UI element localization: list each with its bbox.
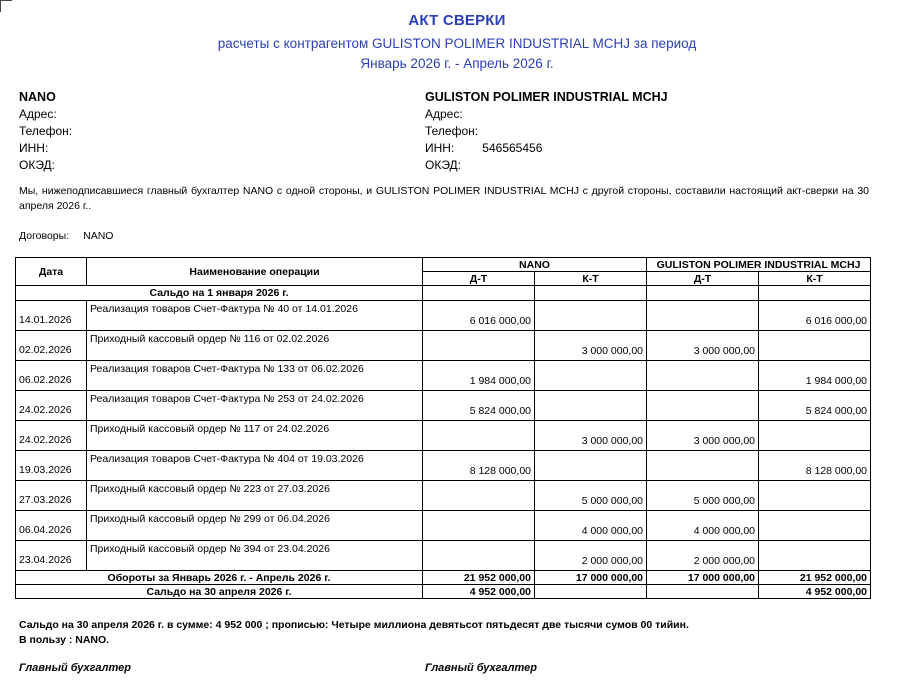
row-date: 06.02.2026 [16, 361, 87, 391]
row-description: Приходный кассовый ордер № 117 от 24.02.2026 [87, 421, 423, 451]
party-right-inn-value: 546565456 [482, 141, 543, 155]
party-left-phone: Телефон: [19, 124, 73, 138]
row-left-dt: 6 016 000,00 [423, 301, 535, 331]
summary-line-amount: Сальдо на 30 апреля 2026 г. в сумме: 4 952 000 ; прописью: Четыре миллиона девятьсот пятьдесят две тысячи сумов 00 тийин. [19, 619, 689, 631]
row-right-kt: 6 016 000,00 [759, 301, 871, 331]
row-date: 06.04.2026 [16, 511, 87, 541]
left-dt-header: Д-Т [423, 272, 535, 286]
row-left-kt [535, 391, 647, 421]
row-right-kt [759, 421, 871, 451]
closing-left-kt [535, 585, 647, 599]
signature-left: Главный бухгалтер [19, 662, 131, 674]
row-right-dt: 3 000 000,00 [647, 331, 759, 361]
row-description: Приходный кассовый ордер № 223 от 27.03.2026 [87, 481, 423, 511]
group-left-header: NANO [423, 258, 647, 272]
party-left-inn [19, 140, 76, 157]
table-row [16, 481, 871, 511]
row-description: Приходный кассовый ордер № 394 от 23.04.2026 [87, 541, 423, 571]
party-right-phone: Телефон: [425, 124, 479, 138]
table-row [16, 541, 871, 571]
page-corner-mark [0, 0, 12, 12]
row-left-dt: 5 824 000,00 [423, 391, 535, 421]
row-date: 27.03.2026 [16, 481, 87, 511]
row-left-dt: 1 984 000,00 [423, 361, 535, 391]
row-date: 14.01.2026 [16, 301, 87, 331]
row-description: Приходный кассовый ордер № 116 от 02.02.2026 [87, 331, 423, 361]
row-description: Реализация товаров Счет-Фактура № 253 от 24.02.2026 [87, 391, 423, 421]
party-right-inn [425, 140, 668, 157]
party-left-name: NANO [19, 90, 56, 104]
row-right-dt [647, 361, 759, 391]
closing-right-kt: 4 952 000,00 [759, 585, 871, 599]
party-right-okad: ОКЭД: [425, 158, 462, 172]
turnover-totals-row [16, 571, 871, 585]
opening-balance-row [16, 286, 871, 301]
row-left-kt: 2 000 000,00 [535, 541, 647, 571]
party-right-inn-label: ИНН: [425, 141, 455, 155]
group-right-header: GULISTON POLIMER INDUSTRIAL MCHJ [647, 258, 871, 272]
row-right-dt: 3 000 000,00 [647, 421, 759, 451]
row-left-dt [423, 421, 535, 451]
party-left-okad: ОКЭД: [19, 158, 56, 172]
row-right-kt: 1 984 000,00 [759, 361, 871, 391]
table-row [16, 331, 871, 361]
document-period: Январь 2026 г. - Апрель 2026 г. [360, 56, 554, 71]
row-date: 19.03.2026 [16, 451, 87, 481]
closing-balance-label: Сальдо на 30 апреля 2026 г. [16, 585, 423, 599]
col-operation-header: Наименование операции [87, 258, 423, 286]
row-left-kt: 3 000 000,00 [535, 331, 647, 361]
row-right-dt: 2 000 000,00 [647, 541, 759, 571]
contracts-value: NANO [83, 230, 114, 242]
closing-left-dt: 4 952 000,00 [423, 585, 535, 599]
row-left-dt [423, 331, 535, 361]
party-right-name: GULISTON POLIMER INDUSTRIAL MCHJ [425, 90, 668, 104]
table-row [16, 391, 871, 421]
contracts-label: Договоры: [19, 230, 70, 242]
table-row [16, 451, 871, 481]
row-left-kt [535, 451, 647, 481]
closing-balance-row [16, 585, 871, 599]
row-left-dt [423, 541, 535, 571]
row-right-dt [647, 451, 759, 481]
party-left-inn-label: ИНН: [19, 141, 49, 155]
reconciliation-table [15, 257, 871, 599]
opening-right-kt [759, 286, 871, 301]
summary-line-beneficiary: В пользу : NANO. [19, 634, 110, 646]
row-description: Реализация товаров Счет-Фактура № 40 от 14.01.2026 [87, 301, 423, 331]
row-date: 24.02.2026 [16, 421, 87, 451]
row-right-kt: 5 824 000,00 [759, 391, 871, 421]
col-date-header: Дата [16, 258, 87, 286]
totals-right-dt: 17 000 000,00 [647, 571, 759, 585]
row-left-dt [423, 511, 535, 541]
row-right-kt [759, 541, 871, 571]
opening-left-kt [535, 286, 647, 301]
row-left-kt: 3 000 000,00 [535, 421, 647, 451]
party-left [19, 89, 76, 174]
row-description: Реализация товаров Счет-Фактура № 404 от 19.03.2026 [87, 451, 423, 481]
table-row [16, 301, 871, 331]
opening-balance-label: Сальдо на 1 января 2026 г. [16, 286, 423, 301]
row-left-dt [423, 481, 535, 511]
row-left-kt [535, 301, 647, 331]
totals-left-dt: 21 952 000,00 [423, 571, 535, 585]
document-title: АКТ СВЕРКИ [408, 12, 506, 29]
opening-left-dt [423, 286, 535, 301]
row-left-dt: 8 128 000,00 [423, 451, 535, 481]
contracts-line [19, 230, 113, 242]
right-dt-header: Д-Т [647, 272, 759, 286]
right-kt-header: К-Т [759, 272, 871, 286]
row-right-kt [759, 331, 871, 361]
totals-right-kt: 21 952 000,00 [759, 571, 871, 585]
row-right-dt [647, 301, 759, 331]
row-description: Приходный кассовый ордер № 299 от 06.04.2026 [87, 511, 423, 541]
row-date: 23.04.2026 [16, 541, 87, 571]
left-kt-header: К-Т [535, 272, 647, 286]
opening-right-dt [647, 286, 759, 301]
row-left-kt: 5 000 000,00 [535, 481, 647, 511]
balance-summary [19, 618, 689, 648]
table-row [16, 511, 871, 541]
row-right-dt [647, 391, 759, 421]
row-left-kt [535, 361, 647, 391]
row-right-kt: 8 128 000,00 [759, 451, 871, 481]
party-right [425, 89, 668, 174]
intro-paragraph: Мы, нижеподписавшиеся главный бухгалтер NANO с одной стороны, и GULISTON POLIMER INDUSTRIAL MCHJ с другой стороны, составили настоящий акт-сверки на 30 апреля 2026 г.. [19, 185, 869, 212]
party-left-address: Адрес: [19, 107, 57, 121]
row-date: 24.02.2026 [16, 391, 87, 421]
row-right-dt: 4 000 000,00 [647, 511, 759, 541]
row-right-kt [759, 511, 871, 541]
closing-right-dt [647, 585, 759, 599]
row-description: Реализация товаров Счет-Фактура № 133 от 06.02.2026 [87, 361, 423, 391]
table-row [16, 361, 871, 391]
signature-right: Главный бухгалтер [425, 662, 537, 674]
totals-left-kt: 17 000 000,00 [535, 571, 647, 585]
row-right-dt: 5 000 000,00 [647, 481, 759, 511]
totals-label: Обороты за Январь 2026 г. - Апрель 2026 г. [16, 571, 423, 585]
row-left-kt: 4 000 000,00 [535, 511, 647, 541]
party-right-address: Адрес: [425, 107, 463, 121]
row-right-kt [759, 481, 871, 511]
row-date: 02.02.2026 [16, 331, 87, 361]
document-subtitle: расчеты с контрагентом GULISTON POLIMER INDUSTRIAL MCHJ за период [217, 36, 697, 51]
table-row [16, 421, 871, 451]
